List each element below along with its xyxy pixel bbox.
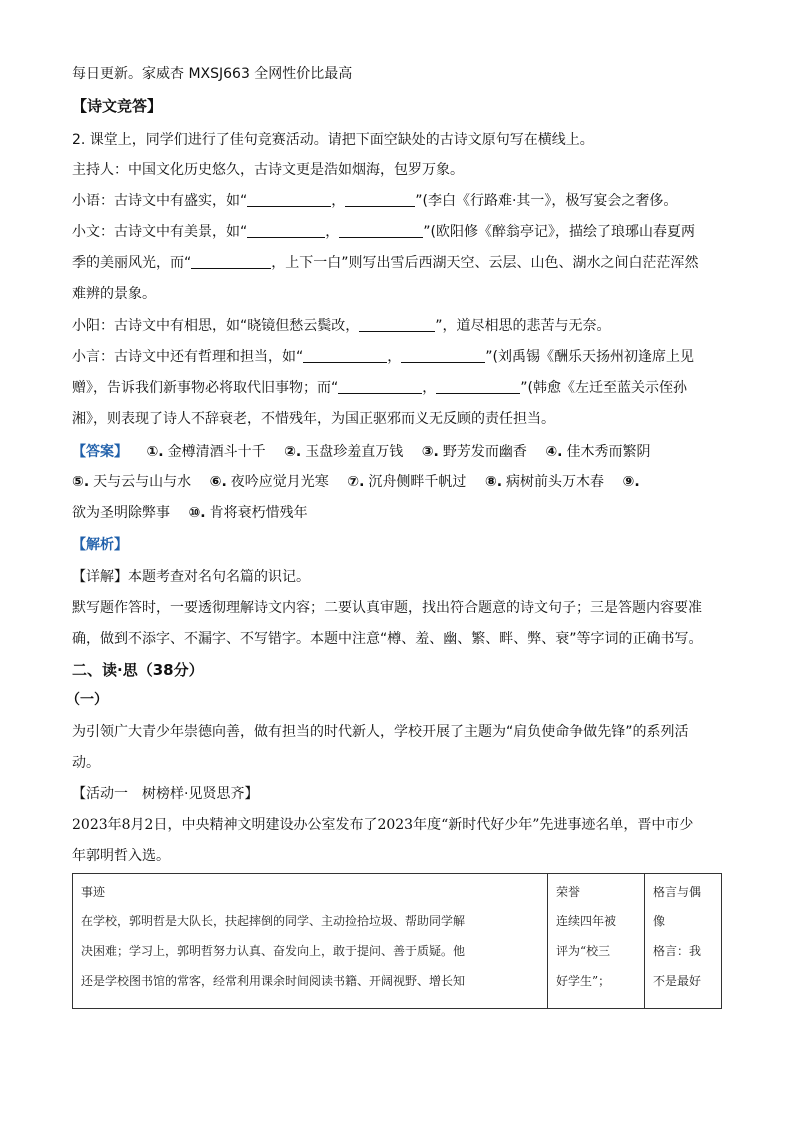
part-1-heading: （一） <box>66 692 108 708</box>
table-cell: 格言：我 <box>653 944 702 958</box>
xiaowen-line-1 <box>72 222 730 242</box>
xiaoyu-pre: 小语：古诗文中有盛实，如“ <box>72 193 248 209</box>
table-header-honor: 荣誉 <box>556 885 581 899</box>
answer-line-1 <box>72 442 730 462</box>
answer-num: ⑩. <box>188 505 206 521</box>
xiaoyan-post: ”(刘禹锡《酬乐天扬州初逢席上见 <box>485 349 694 365</box>
xiaoyu-post: ”(李白《行路难·其一》，极写宴会之奢侈。 <box>415 193 678 209</box>
xiaoyang-line <box>72 316 730 336</box>
intro-line-1: 为引领广大青少年崇德向善，做有担当的时代新人，学校开展了主题为“肩负使命争做先锋”的系列活 <box>72 724 689 740</box>
blank-2 <box>345 192 415 207</box>
blank-3 <box>247 223 325 238</box>
answer-text: 金樽清酒斗十千 <box>167 444 266 460</box>
blank-9 <box>338 379 422 394</box>
xiaowen-post: ”(欧阳修《醉翁亭记》，描绘了琅琊山春夏两 <box>423 224 695 240</box>
header-note: 每日更新。家威杏 MXSJ663 全网性价比最高 <box>72 66 353 82</box>
table-cell: 不是最好 <box>653 974 702 988</box>
xiaoyan-line-1 <box>72 347 730 367</box>
xiaowen-pre: 小文：古诗文中有美景，如“ <box>72 224 248 240</box>
table-header-motto: 格言与偶 <box>653 885 702 899</box>
answer-text: 沉舟侧畔千帆过 <box>368 474 467 490</box>
blank-4 <box>339 223 423 238</box>
xiaoyan2-pre: 赠》，告诉我们新事物必将取代旧事物；而“ <box>72 380 339 396</box>
section-2-heading: 二、读·思（38分） <box>72 661 204 679</box>
xiaoyan2-mid: ， <box>422 380 437 396</box>
activity-1-heading: 【活动一 树榜样·见贤思齐】 <box>72 786 259 802</box>
answer-num: ③. <box>421 444 439 460</box>
detail-line-2: 默写题作答时，一要透彻理解诗文内容；二要认真审题，找出符合题意的诗文句子；三是答题内容要准 <box>72 600 702 616</box>
answer-text: 玉盘珍羞直万钱 <box>305 444 404 460</box>
deeds-column <box>73 874 548 1009</box>
answer-line-3 <box>72 503 730 523</box>
xiaowen2-post: ，上下一白”则写出雪后西湖天空、云层、山色、湖水之间白茫茫浑然 <box>271 255 699 271</box>
answer-text: 野芳发而幽香 <box>442 444 527 460</box>
news-line-2: 年郭明哲入选。 <box>72 848 170 864</box>
blank-10 <box>436 379 520 394</box>
xiaowen-mid: ， <box>325 224 340 240</box>
answer-text: 佳木秀而繁阴 <box>566 444 651 460</box>
motto-column <box>645 874 722 1009</box>
intro-line-2: 动。 <box>72 755 100 771</box>
blank-7 <box>303 348 387 363</box>
blank-8 <box>401 348 485 363</box>
news-line-1: 2023年8月2日，中央精神文明建设办公室发布了2023年度“新时代好少年”先进事迹名单，晋中市少 <box>72 817 694 833</box>
analysis-label: 【解析】 <box>72 537 128 553</box>
table-cell: 还是学校图书馆的常客，经常利用课余时间阅读书籍、开阔视野、增长知 <box>81 974 466 988</box>
xiaowen2-pre: 季的美丽风光，而“ <box>72 255 192 271</box>
xiaoyan-pre: 小言：古诗文中还有哲理和担当，如“ <box>72 349 304 365</box>
answer-text: 病树前头万木春 <box>506 474 605 490</box>
answer-num: ⑧. <box>484 474 503 490</box>
answer-num: ⑥. <box>209 474 227 490</box>
answer-num: ⑦. <box>347 474 365 490</box>
answer-num: ②. <box>284 444 302 460</box>
section-poetry-heading: 【诗文竞答】 <box>72 97 163 115</box>
table-cell: 连续四年被 <box>556 914 617 928</box>
table-cell: 像 <box>653 914 666 928</box>
xiaowen-line-2 <box>72 253 730 273</box>
answer-line-2 <box>72 472 730 492</box>
detail-line-1: 【详解】本题考查对名句名篇的识记。 <box>72 569 310 585</box>
table-cell: 决困难；学习上，郭明哲努力认真、奋发向上，敢于提问、善于质疑。他 <box>81 944 466 958</box>
answer-num: ⑨. <box>622 474 640 490</box>
table-cell: 评为“校三 <box>556 944 611 958</box>
answer-num: ⑤. <box>72 474 90 490</box>
xiaoyan2-post: ”(韩愈《左迁至蓝关示侄孙 <box>520 380 687 396</box>
answer-text: 欲为圣明除弊事 <box>72 505 170 521</box>
answer-text: 天与云与山与水 <box>93 474 192 490</box>
answer-label: 【答案】 <box>72 444 128 460</box>
table-header-deeds: 事迹 <box>81 885 106 899</box>
xiaowen-line-3: 难辨的景象。 <box>72 286 156 302</box>
answer-text: 夜吟应觉月光寒 <box>230 474 329 490</box>
host-line: 主持人：中国文化历史悠久，古诗文更是浩如烟海，包罗万象。 <box>72 162 464 178</box>
blank-5 <box>191 254 271 269</box>
answer-num: ④. <box>545 444 563 460</box>
detail-line-3: 确，做到不添字、不漏字、不写错字。本题中注意“樽、羞、幽、繁、畔、弊、衰”等字词的正确书写。 <box>72 631 703 647</box>
table-cell: 在学校，郭明哲是大队长，扶起摔倒的同学、主动捡拾垃圾、帮助同学解 <box>81 914 466 928</box>
answer-num: ①. <box>146 444 164 460</box>
xiaoyang-post: ”，道尽相思的悲苦与无奈。 <box>435 318 611 334</box>
xiaoyan-line-3: 湘》，则表现了诗人不辞衰老，不惜残年，为国正驱邪而义无反顾的责任担当。 <box>72 411 555 427</box>
xiaoyan-mid: ， <box>387 349 402 365</box>
xiaoyang-pre: 小阳：古诗文中有相思，如“晓镜但愁云鬓改， <box>72 318 360 334</box>
honor-column <box>548 874 645 1009</box>
deeds-table <box>72 873 722 1009</box>
blank-6 <box>359 317 435 332</box>
blank-1 <box>247 192 331 207</box>
xiaoyan-line-2 <box>72 378 730 398</box>
answer-text: 肯将衰朽惜残年 <box>209 505 308 521</box>
question-text: 2. 课堂上，同学们进行了佳句竞赛活动。请把下面空缺处的古诗文原句写在横线上。 <box>72 132 594 148</box>
xiaoyu-line <box>72 191 730 211</box>
xiaoyu-mid: ， <box>331 193 346 209</box>
table-cell: 好学生”； <box>556 974 611 988</box>
